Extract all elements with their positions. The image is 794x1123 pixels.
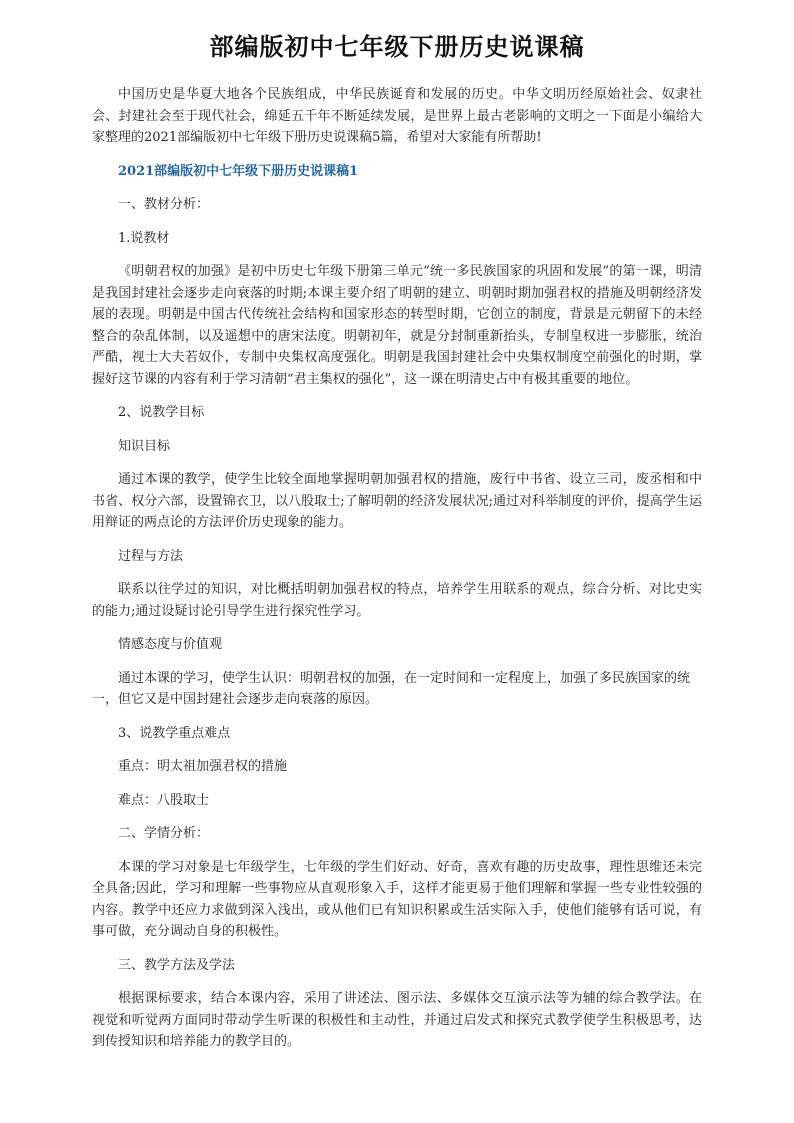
heading-key-difficult: 3、说教学重点难点 <box>118 725 231 741</box>
heading-textbook-analysis: 一、教材分析： <box>118 197 210 212</box>
intro-paragraph: 中国历史是华夏大地各个民族组成，中华民族诞育和发展的历史。中华文明历经原始社会、奴隶社会、封建社会至于现代社会，绵延五千年不断延续发展，是世界上最古老影响的文明之一下面是小编给大家整理的2021部编版初中七年级下册历史说课稿5篇，希望对大家能有所帮助! <box>92 87 702 145</box>
paragraph-emotion-line2: 一，但它又是中国封建社会逐步走向衰落的原因。 <box>92 692 379 707</box>
section-title: 2021部编版初中七年级下册历史说课稿1 <box>118 163 359 179</box>
difficult-point: 难点：八股取士 <box>118 792 210 808</box>
paragraph-textbook: 《明朝君权的加强》是初中历史七年级下册第三单元“统一多民族国家的巩固和发展”的第一课，明清是我国封建社会逐步走向衰落的时期;本课主要介绍了明朝的建立、明朝时期加强君权的措施及明朝经济发展的表现。明朝是中国古代传统社会结构和国家形态的转型时期，它创立的制度，背景是元朝留下的未经整合的杂乱体制，以及遥想中的唐宋法度。明朝初年，就是分封制重新抬头，专制皇权进一步膨胀，统治严酷，视士大夫若奴仆，专制中央集权高度强化。明朝是我国封建社会中央集权制度空前强化的时期，掌握好这节课的内容有利于学习清朝“君主集权的强化”，这一课在明清史占中有极其重要的地位。 <box>92 264 702 387</box>
heading-knowledge-goals: 知识目标 <box>118 438 171 454</box>
paragraph-emotion-line1: 通过本课的学习，使学生认识：明朝君权的加强，在一定时间和一定程度上，加强了多民族国家的统 <box>118 670 691 686</box>
paragraph-student-analysis: 本课的学习对象是七年级学生，七年级的学生们好动、好奇，喜欢有趣的历史故事，理性思维还未完全具备;因此，学习和理解一些事物应从直观形象入手，这样才能更易于他们理解和掌握一些专业性较强的内容。教学中还应力求做到深入浅出，或从他们已有知识积累或生活实际入手，使他们能够有话可说，有事可做，充分调动自身的积极性。 <box>92 859 702 939</box>
page-title: 部编版初中七年级下册历史说课稿 <box>209 33 585 61</box>
paragraph-process-methods: 联系以往学过的知识，对比概括明朝加强君权的特点，培养学生用联系的观点，综合分析、对比史实的能力;通过设疑讨论引导学生进行探究性学习。 <box>92 582 702 619</box>
heading-about-textbook: 1.说教材 <box>118 230 170 246</box>
heading-teaching-methods: 三、教学方法及学法 <box>118 957 236 973</box>
heading-student-analysis: 二、学情分析： <box>118 826 210 841</box>
paragraph-teaching-methods: 根据课标要求，结合本课内容，采用了讲述法、图示法、多媒体交互演示法等为辅的综合教学法。在视觉和听觉两方面同时带动学生听课的积极性和主动性，并通过启发式和探究式教学使学生积极思考，达到传授知识和培养能力的教学目的。 <box>92 991 702 1049</box>
heading-teaching-goals: 2、说教学目标 <box>118 405 205 420</box>
key-point: 重点：明太祖加强君权的措施 <box>118 759 288 774</box>
heading-emotion-values: 情感态度与价值观 <box>118 637 223 652</box>
paragraph-knowledge-goals: 通过本课的教学，使学生比较全面地掌握明朝加强君权的措施，废行中书省、设立三司，废丞相和中书省、权分六部，设置锦衣卫，以八股取士;了解明朝的经济发展状况;通过对科举制度的评价，提高学生运用辩证的两点论的方法评价历史现象的能力。 <box>92 472 702 530</box>
heading-process-methods: 过程与方法 <box>118 548 184 564</box>
